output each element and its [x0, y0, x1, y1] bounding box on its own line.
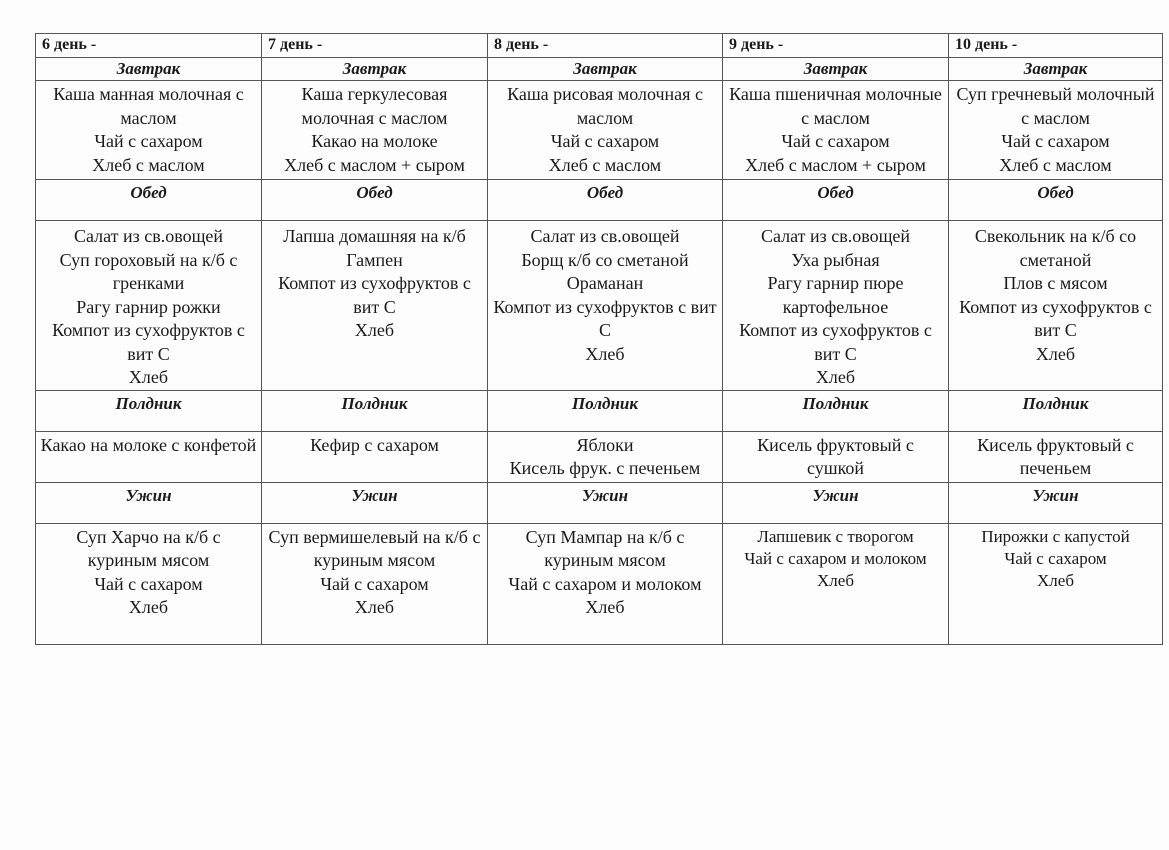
- meal-items-cell: [949, 431, 1163, 482]
- menu-item: Кисель фруктовый с печеньем: [977, 434, 1134, 478]
- meal-title-dinner: Ужин: [36, 482, 262, 523]
- menu-item: Хлеб с маслом + сыром: [745, 154, 926, 175]
- meal-items-cell: [723, 523, 949, 644]
- menu-item: Кисель фрук. с печеньем: [509, 458, 701, 478]
- menu-item: Салат из св.овощей: [760, 226, 911, 246]
- meal-title-snack: Полдник: [949, 390, 1163, 431]
- menu-item: Хлеб: [815, 367, 856, 387]
- meal-items-cell: [36, 431, 262, 482]
- meal-items-cell: [36, 221, 262, 391]
- menu-item: Чай с сахаром: [781, 131, 890, 151]
- menu-item: Суп гороховый на к/б с гренками: [59, 249, 238, 293]
- meal-items-cell: [262, 221, 488, 391]
- day-label: 7 день -: [262, 34, 488, 58]
- menu-item: Каша рисовая молочная с маслом: [507, 84, 703, 128]
- meal-items-cell: [36, 523, 262, 644]
- menu-item: Какао на молоке с конфетой: [40, 434, 257, 455]
- menu-item: Чай с сахаром: [320, 573, 429, 594]
- menu-item: Кисель фруктовый с сушкой: [757, 434, 914, 478]
- day-header-row: [36, 34, 1163, 58]
- menu-item: Лапша домашняя на к/б: [283, 226, 466, 246]
- menu-item: Чай с сахаром: [1004, 548, 1107, 568]
- menu-item: Компот из сухофруктов с вит С: [493, 296, 717, 340]
- meal-items-cell: [488, 81, 723, 180]
- menu-item: Борщ к/б со сметаной: [521, 249, 689, 270]
- dinner-items-row: [36, 523, 1163, 644]
- meal-title-snack: Полдник: [488, 390, 723, 431]
- menu-item: Хлеб с маслом + сыром: [284, 154, 465, 175]
- menu-item: Уха рыбная: [791, 249, 880, 270]
- meal-title-breakfast: Завтрак: [262, 58, 488, 81]
- dinner-header-row: [36, 482, 1163, 523]
- menu-item: Суп Мампар на к/б с куриным мясом: [525, 526, 685, 570]
- menu-item: Каша манная молочная с маслом: [53, 84, 244, 128]
- meal-items-cell: [723, 81, 949, 180]
- menu-item: Чай с сахаром: [94, 131, 203, 151]
- menu-item: Хлеб: [585, 597, 625, 617]
- menu-item: Компот из сухофруктов с вит С: [278, 273, 471, 317]
- menu-item: Чай с сахаром: [94, 573, 203, 594]
- meal-items-cell: [949, 221, 1163, 391]
- meal-items-cell: [488, 523, 723, 644]
- menu-item: Салат из св.овощей: [530, 226, 680, 246]
- breakfast-header-row: [36, 58, 1163, 81]
- menu-item: Ораманан: [566, 273, 644, 293]
- lunch-items-row: [36, 221, 1163, 391]
- menu-item: Хлеб: [1037, 570, 1074, 590]
- day-label: 9 день -: [723, 34, 949, 58]
- menu-item: Рагу гарнир пюре картофельное: [767, 273, 904, 317]
- menu-item: Суп Харчо на к/б с куриным мясом: [76, 526, 221, 570]
- menu-item: Суп вермишелевый на к/б с куриным мясом: [268, 526, 481, 570]
- meal-title-dinner: Ужин: [262, 482, 488, 523]
- meal-title-dinner: Ужин: [723, 482, 949, 523]
- menu-item: Гампен: [346, 249, 403, 270]
- meal-title-snack: Полдник: [723, 390, 949, 431]
- menu-item: Хлеб: [354, 597, 395, 617]
- menu-item: Пирожки с капустой: [981, 526, 1130, 546]
- menu-item: Хлеб: [585, 343, 625, 364]
- menu-item: Компот из сухофруктов с вит С: [959, 296, 1152, 340]
- meal-title-breakfast: Завтрак: [723, 58, 949, 81]
- meal-items-cell: [262, 431, 488, 482]
- menu-item: Чай с сахаром: [1001, 131, 1110, 151]
- meal-title-snack: Полдник: [36, 390, 262, 431]
- menu-item: Салат из св.овощей: [73, 226, 224, 246]
- lunch-header-row: [36, 180, 1163, 221]
- menu-item: Плов с мясом: [1003, 273, 1108, 293]
- menu-item: Чай с сахаром и молоком: [744, 548, 927, 568]
- meal-items-cell: [723, 431, 949, 482]
- menu-table: [35, 33, 1163, 645]
- meal-title-lunch: Обед: [36, 180, 262, 221]
- menu-item: Рагу гарнир рожки: [76, 296, 221, 317]
- menu-item: Компот из сухофруктов с вит С: [52, 320, 245, 364]
- meal-items-cell: [262, 523, 488, 644]
- meal-items-cell: [488, 221, 723, 391]
- menu-item: Хлеб: [354, 320, 395, 340]
- menu-item: Компот из сухофруктов с вит С: [739, 320, 932, 364]
- meal-items-cell: [488, 431, 723, 482]
- menu-item: Хлеб: [817, 570, 854, 590]
- meal-items-cell: [949, 523, 1163, 644]
- menu-item: Каша геркулесовая молочная с маслом: [301, 84, 448, 128]
- meal-title-snack: Полдник: [262, 390, 488, 431]
- snack-items-row: [36, 431, 1163, 482]
- meal-items-cell: [949, 81, 1163, 180]
- menu-item: Яблоки: [576, 434, 634, 455]
- meal-title-breakfast: Завтрак: [36, 58, 262, 81]
- menu-item: Чай с сахаром и молоком: [508, 573, 702, 594]
- meal-title-breakfast: Завтрак: [488, 58, 723, 81]
- menu-item: Кефир с сахаром: [310, 434, 439, 455]
- snack-header-row: [36, 390, 1163, 431]
- meal-title-dinner: Ужин: [488, 482, 723, 523]
- menu-item: Лапшевик с творогом: [757, 526, 914, 546]
- menu-item: Чай с сахаром: [550, 131, 660, 151]
- menu-item: Какао на молоке: [311, 131, 438, 151]
- meal-items-cell: [36, 81, 262, 180]
- menu-item: Хлеб: [128, 367, 169, 387]
- menu-item: Свекольник на к/б со сметаной: [974, 226, 1137, 270]
- breakfast-items-row: [36, 81, 1163, 180]
- meal-title-lunch: Обед: [262, 180, 488, 221]
- menu-item: Хлеб с маслом: [92, 154, 205, 175]
- meal-title-lunch: Обед: [723, 180, 949, 221]
- meal-items-cell: [262, 81, 488, 180]
- day-label: 10 день -: [949, 34, 1163, 58]
- menu-item: Суп гречневый молочный с маслом: [956, 84, 1155, 128]
- meal-title-breakfast: Завтрак: [949, 58, 1163, 81]
- day-label: 6 день -: [36, 34, 262, 58]
- menu-item: Хлеб с маслом: [999, 154, 1112, 175]
- meal-items-cell: [723, 221, 949, 391]
- meal-title-lunch: Обед: [488, 180, 723, 221]
- meal-title-dinner: Ужин: [949, 482, 1163, 523]
- menu-item: Хлеб: [1035, 343, 1076, 364]
- menu-item: Хлеб с маслом: [548, 154, 662, 175]
- menu-item: Хлеб: [128, 597, 169, 617]
- menu-item: Каша пшеничная молочные с маслом: [729, 84, 942, 128]
- day-label: 8 день -: [488, 34, 723, 58]
- meal-title-lunch: Обед: [949, 180, 1163, 221]
